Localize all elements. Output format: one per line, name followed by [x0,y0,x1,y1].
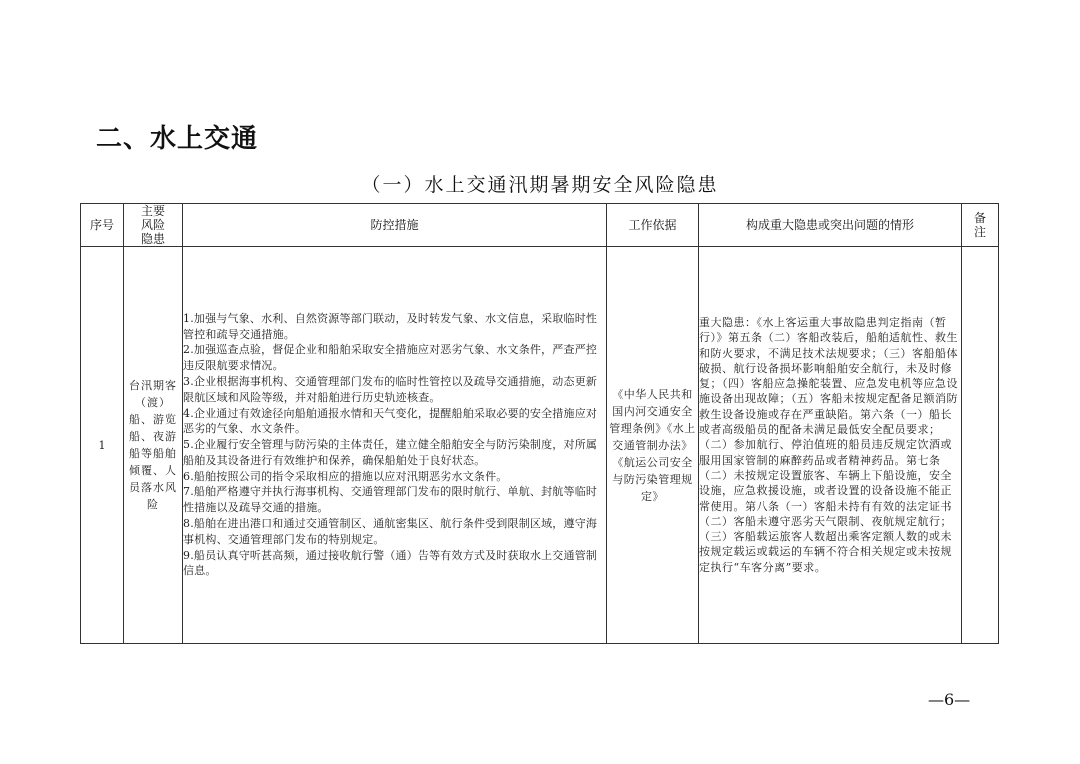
row-basis: 《中华人民共和国内河交通安全管理条例》《水上交通管制办法》《航运公司安全与防污染管理规定》 [607,247,699,644]
header-no: 序号 [81,204,124,247]
measure-item: 9.船员认真守听甚高频，通过接收航行警（通）告等有效方式及时获取水上交通管制信息。 [183,548,598,578]
measure-item: 2.加强巡查点验，督促企业和船舶采取安全措施应对恶劣气象、水文条件，严查严控违反限航要求情况。 [183,343,598,373]
row-conditions: 重大隐患：《水上客运重大事故隐患判定指南（暂行）》第五条（二）客船改装后，船舶适航性、救生和防火要求，不满足技术法规要求；（三）客船船体破损、航行设备损坏影响船舶安全航行，未及时修复；（四）客船应急操舵装置、应急发电机等应急设施设备出现故障；（五）客船未按规定配备足额消防救生设备设施或存在严重缺陷。第六条（一）船长或者高级船员的配备未满足最低安全配员要求；（二）参加航行、停泊值班的船员违反规定饮酒或服用国家管制的麻醉药品或者精神药品。第七条（二）未按规定设置旅客、车辆上下船设施，安全设施，应急救援设施，或者设置的设备设施不能正常使用。第八条（一）客船未持有有效的法定证书（二）客船未遵守恶劣天气限制、夜航规定航行；（三）客船载运旅客人数超出乘客定额人数的或未按规定载运或载运的车辆不符合相关规定或未按规定执行“车客分离”要求。 [699,247,962,644]
measure-item: 4.企业通过有效途径向船舶通报水情和天气变化，提醒船舶采取必要的安全措施应对恶劣的气象、水文条件。 [183,406,598,436]
header-risk: 主要风险隐患 [124,204,183,247]
page-number: —6— [928,690,971,709]
table-header-row [81,204,999,247]
header-basis: 工作依据 [607,204,699,247]
row-remarks [962,247,999,644]
table-title: （一）水上交通汛期暑期安全风险隐患 [361,174,719,196]
header-conditions: 构成重大隐患或突出问题的情形 [699,204,962,247]
measure-item: 8.船舶在进出港口和通过交通管制区、通航密集区、航行条件受到限制区域，遵守海事机构、交通管理部门发布的特别规定。 [183,517,598,546]
table-row [81,247,999,644]
measure-item: 7.船舶严格遵守并执行海事机构、交通管理部门发布的限时航行、单航、封航等临时性措施以及疏导交通的措施。 [183,485,598,515]
measure-item: 1.加强与气象、水利、自然资源等部门联动，及时转发气象、水文信息，采取临时性管控和疏导交通措施。 [183,311,598,341]
header-remarks: 备注 [962,204,999,247]
measure-item: 5.企业履行安全管理与防污染的主体责任，建立健全船舶安全与防污染制度，对所属船舶及其设备进行有效维护和保养，确保船舶处于良好状态。 [183,438,598,467]
header-measures: 防控措施 [183,204,607,247]
measure-item: 6.船舶按照公司的指令采取相应的措施以应对汛期恶劣水文条件。 [183,469,508,483]
row-no: 1 [81,247,124,644]
section-title: 二、水上交通 [96,124,259,154]
risk-table [80,203,999,644]
row-risk: 台汛期客（渡）船、游览船、夜游船等船舶倾覆、人员落水风险 [124,247,183,644]
measure-item: 3.企业根据海事机构、交通管理部门发布的临时性管控以及疏导交通措施，动态更新限航区域和风险等级，并对船舶进行历史轨迹核查。 [183,374,598,404]
row-measures [183,247,607,644]
